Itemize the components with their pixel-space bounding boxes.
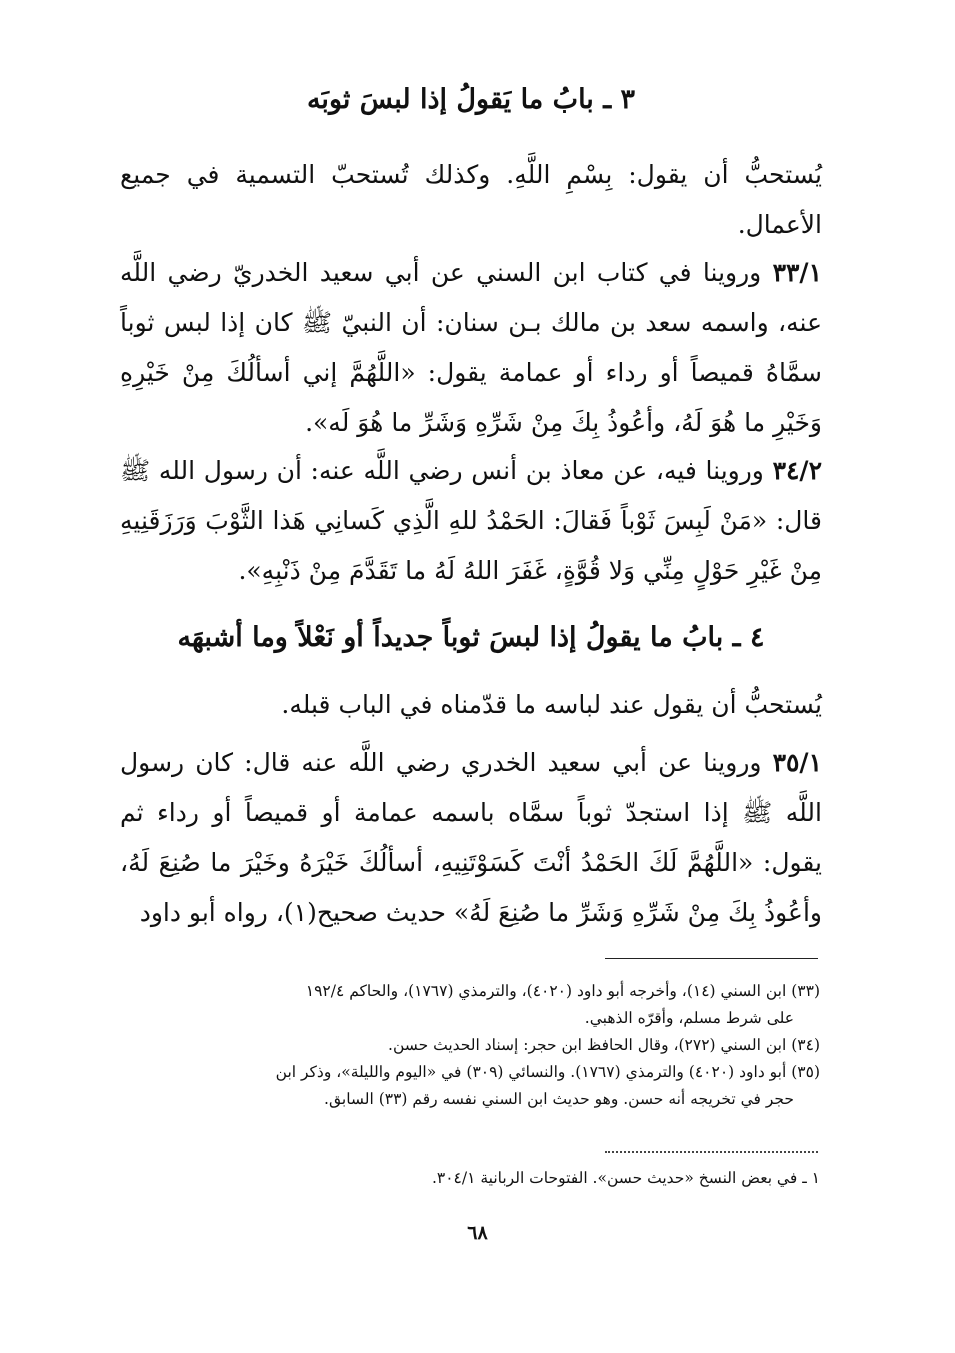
paragraph-1-text: يُستحبُّ أن يقول: بِسْمِ اللَّهِ. وكذلك تُستحبّ التسمية في جميع الأعمال.: [120, 160, 822, 239]
paragraph-4: [120, 680, 822, 730]
footnote-divider: [605, 958, 818, 959]
hadith-35: [120, 738, 822, 938]
footnote-dotted-divider: [605, 1151, 818, 1153]
editor-note-1: ١ ـ في بعض النسخ «حديث حسن». الفتوحات الربانية ٣٠٤/١.: [431, 1169, 820, 1187]
footnote-33-line-1: (٣٣) ابن السني (١٤)، وأخرجه أبو داود (٤٠٢٠)، والترمذي (١٧٦٧)، والحاكم ١٩٢/٤: [305, 982, 820, 1000]
footnote-34: (٣٤) ابن السني (٢٧٢)، وقال الحافظ ابن حجر: إسناد الحديث حسن.: [388, 1036, 820, 1054]
hadith-33: [120, 248, 822, 448]
footnotes: [120, 978, 820, 1113]
chapter-heading-4: ٤ ـ بابُ ما يقولُ إذا لبسَ ثوباً جديداً أو نَعْلاً وما أشبهَه: [177, 622, 765, 653]
hadith-text: وروينا فيه، عن معاذ بن أنس رضي اللَّه عنه: أن رسول الله ﷺ قال: «مَنْ لَبِسَ ثَوْباً فَقالَ: الحَمْدُ للهِ الَّذِي كَسانِي هَذا الثَّوْبَ وَرَزَقَنِيهِ مِنْ غَيْرِ حَوْلٍ مِنِّي وَلا قُوَّةٍ، غَفَرَ اللهُ لَهُ ما تَقَدَّمَ مِنْ ذَنْبِهِ».: [120, 456, 822, 585]
editor-notes: [120, 1165, 820, 1192]
hadith-number: ٣٥/١: [772, 748, 822, 777]
page-number: ٦٨: [467, 1222, 488, 1244]
paragraph-4-text: يُستحبُّ أن يقول عند لباسه ما قدّمناه في الباب قبله.: [281, 690, 822, 719]
hadith-number: ٣٤/٢: [772, 456, 822, 485]
footnote-33: [120, 978, 820, 1032]
footnote-35-line-2: حجر في تخريجه أنه حسن. وهو حديث ابن السني نفسه رقم (٣٣) السابق.: [324, 1090, 794, 1108]
hadith-text: وروينا في كتاب ابن السني عن أبي سعيد الخدريّ رضي اللَّه عنه، واسمه سعد بن مالك بـن سنان: أن النبيّ ﷺ كان إذا لبس ثوباً سمَّاهُ قميصاً أو رداء أو عمامة يقول: «اللَّهُمَّ إني أسألُكَ مِنْ خَيْرِهِ وَخَيْرِ ما هُوَ لَهُ، وأعُوذُ بِكَ مِنْ شَرِّهِ وَشَرِّ ما هُوَ لَه».: [120, 258, 822, 437]
paragraph-1: [120, 150, 822, 250]
footnote-35: [120, 1059, 820, 1113]
footnote-33-line-2: على شرط مسلم، وأقرّه الذهبي.: [584, 1009, 794, 1027]
footnote-35-line-1: (٣٥) أبو داود (٤٠٢٠) والترمذي (١٧٦٧). والنسائي (٣٠٩) في «اليوم والليلة»، وذكر ابن: [275, 1063, 820, 1081]
hadith-text: وروينا عن أبي سعيد الخدري رضي اللَّه عنه قال: كان رسول اللَّه ﷺ إذا استجدّ ثوباً سمَّاه باسمه عمامة أو قميصاً أو رداء ثم يقول: «اللَّهُمَّ لَكَ الحَمْدُ أنْتَ كَسَوْتَنِيهِ، أسألُكَ خَيْرَهُ وخَيْرَ ما صُنِعَ لَهُ، وأعُوذُ بِكَ مِنْ شَرِّهِ وَشَرِّ ما صُنِعَ لَهُ» حديث صحيح(١)، رواه أبو داود: [120, 748, 822, 927]
hadith-number: ٣٣/١: [772, 258, 822, 287]
hadith-34: [120, 446, 822, 596]
chapter-heading-3: ٣ ـ بابُ ما يَقولُ إذا لبسَ ثوبَه: [306, 84, 636, 115]
